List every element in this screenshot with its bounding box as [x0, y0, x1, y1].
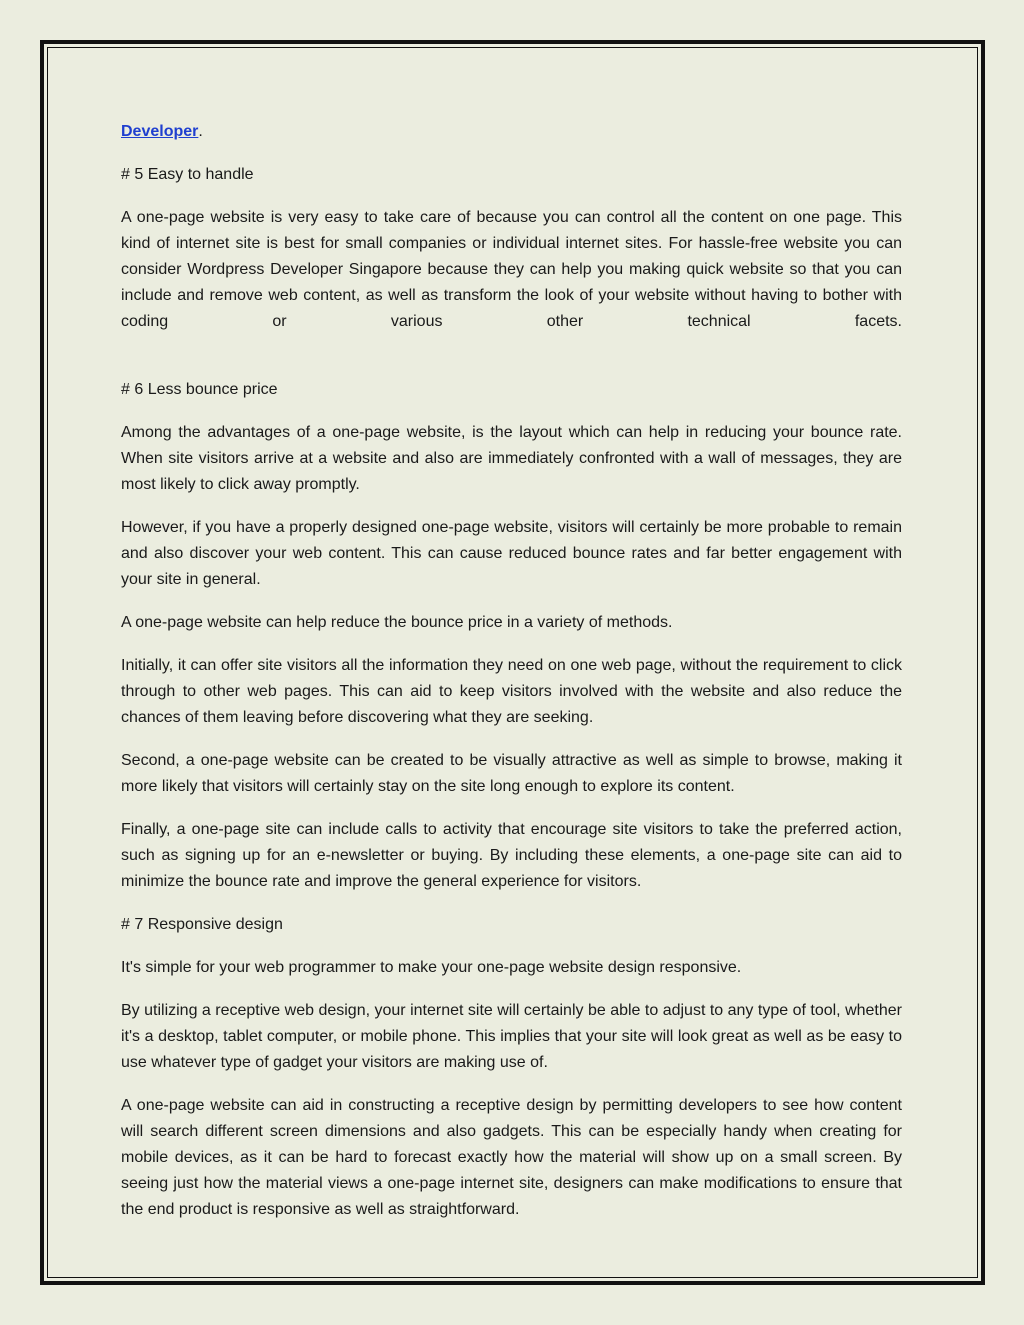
paragraph: A one-page website can help reduce the bounce price in a variety of methods.	[121, 614, 673, 631]
paragraph: A one-page website is very easy to take care of because you can control all the content on one page. This kind of internet site is best for small companies or individual internet sites. For hassle-free website you can consider Wordpress Developer Singapore because they can help you making quick website so that you can include and remove web content, as well as transform the look of your website without having to bother with coding or various other technical facets.	[121, 209, 902, 330]
paragraph: It's simple for your web programmer to make your one-page website design responsive.	[121, 959, 742, 976]
paragraph: However, if you have a properly designed one-page website, visitors will certainly be more probable to remain and also discover your web content. This can cause reduced bounce rates and far better engagement with your site in general.	[121, 519, 902, 588]
paragraph: Second, a one-page website can be created to be visually attractive as well as simple to browse, making it more likely that visitors will certainly stay on the site long enough to explore its content.	[121, 752, 902, 795]
link-suffix: .	[198, 123, 203, 140]
paragraph: By utilizing a receptive web design, your internet site will certainly be able to adjust to any type of tool, whether it's a desktop, tablet computer, or mobile phone. This implies that your site will look great as well as be easy to use whatever type of gadget your visitors are making use of.	[121, 1002, 902, 1071]
section-heading-7: # 7 Responsive design	[121, 916, 283, 933]
developer-link[interactable]: Developer	[121, 123, 199, 140]
spacer	[121, 352, 902, 377]
paragraph: Finally, a one-page site can include calls to activity that encourage site visitors to take the preferred action, such as signing up for an e-newsletter or buying. By including these elements, a one-page site can aid to minimize the bounce rate and improve the general experience for visitors.	[121, 821, 902, 890]
link-line	[121, 119, 902, 145]
paragraph: A one-page website can aid in constructing a receptive design by permitting developers to see how content will search different screen dimensions and also gadgets. This can be especially handy when creating for mobile devices, as it can be hard to forecast exactly how the material will show up on a small screen. By seeing just how the material views a one-page internet site, designers can make modifications to ensure that the end product is responsive as well as straightforward.	[121, 1097, 902, 1218]
section-heading-6: # 6 Less bounce price	[121, 381, 278, 398]
paragraph: Among the advantages of a one-page website, is the layout which can help in reducing your bounce rate. When site visitors arrive at a website and also are immediately confronted with a wall of messages, they are most likely to click away promptly.	[121, 424, 902, 493]
document-body	[121, 119, 902, 1240]
section-heading-5: # 5 Easy to handle	[121, 166, 254, 183]
paragraph: Initially, it can offer site visitors all the information they need on one web page, without the requirement to click through to other web pages. This can aid to keep visitors involved with the website and also reduce the chances of them leaving before discovering what they are seeking.	[121, 657, 902, 726]
